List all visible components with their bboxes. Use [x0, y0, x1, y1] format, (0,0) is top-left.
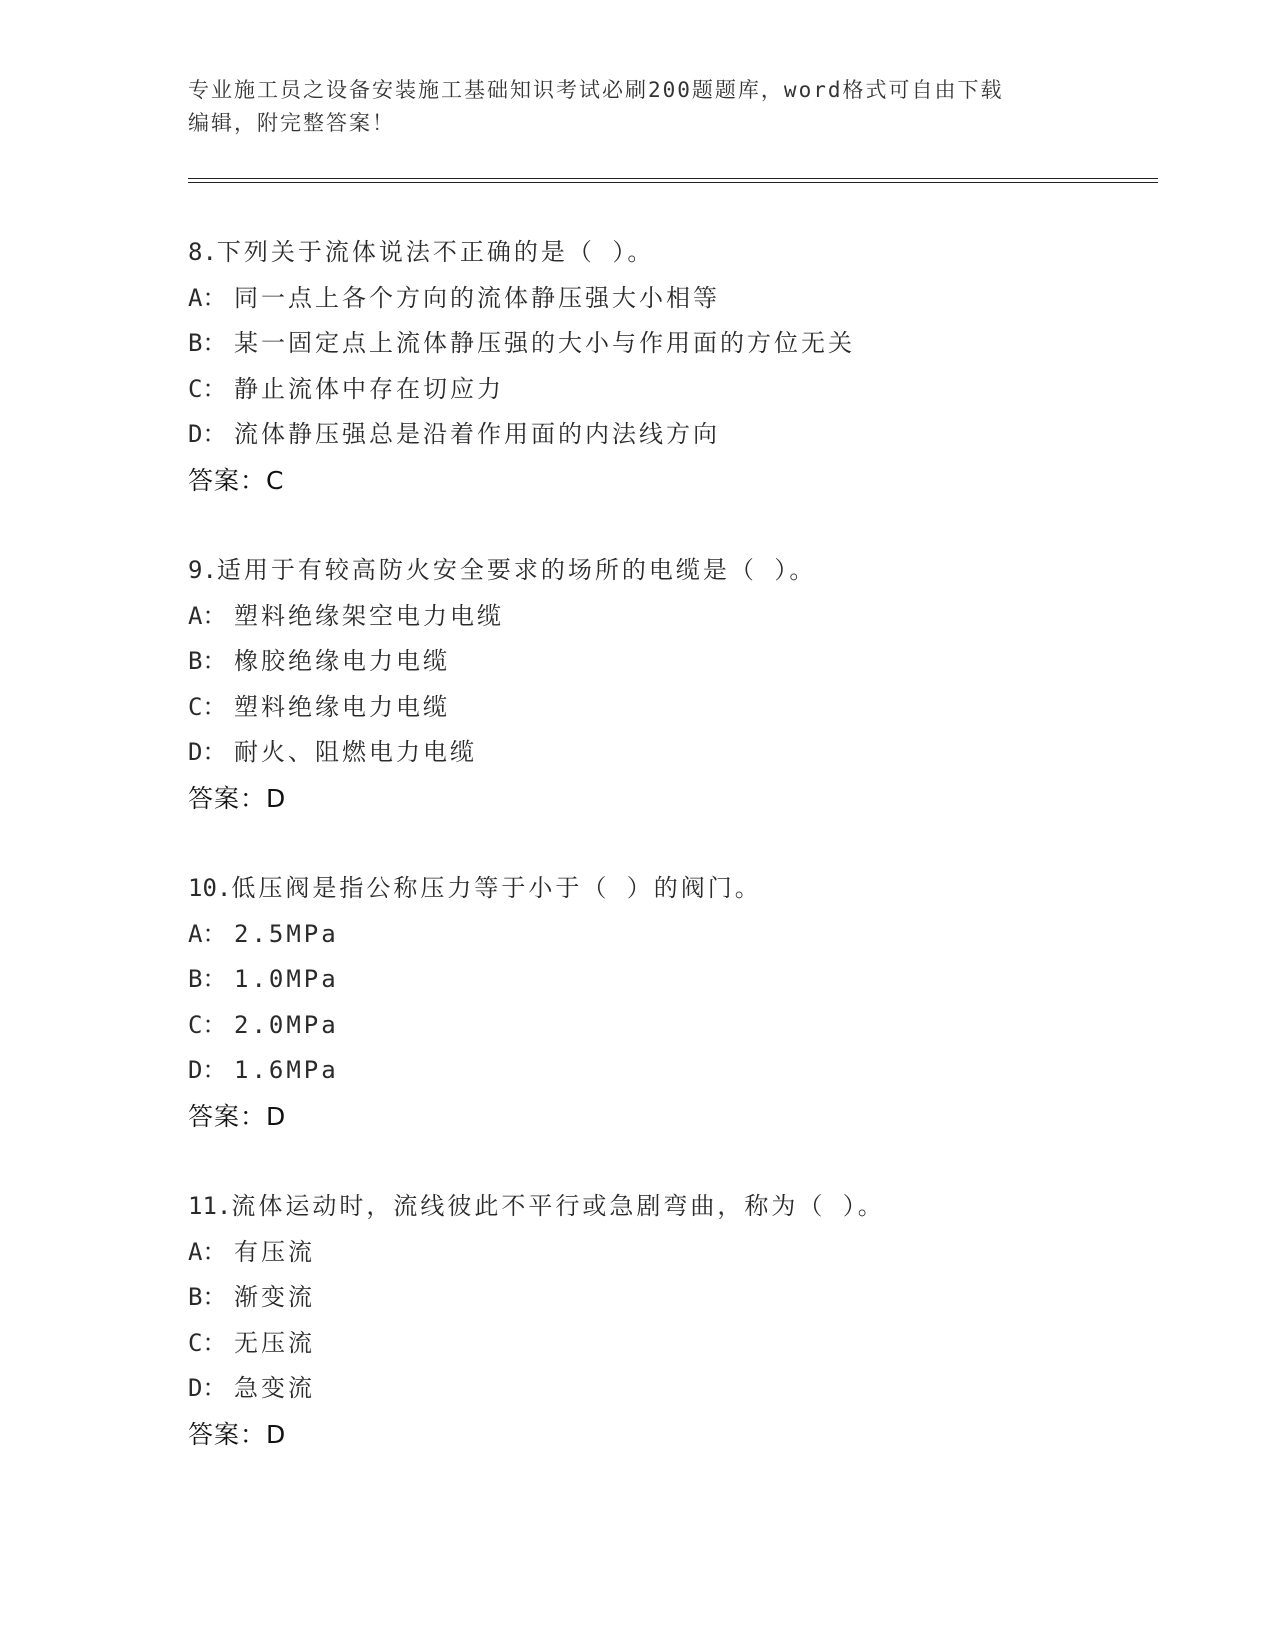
header-line-2: 编辑，附完整答案！: [188, 111, 395, 135]
option-d: [188, 1366, 1168, 1412]
question-text: 流体运动时，流线彼此不平行或急剧弯曲，称为（ ）。: [231, 1192, 885, 1220]
option-label: C：: [188, 374, 227, 403]
option-text: 塑料绝缘电力电缆: [234, 692, 450, 721]
question-stem: [188, 1184, 1168, 1230]
option-text: 流体静压强总是沿着作用面的内法线方向: [234, 420, 720, 448]
option-a: [188, 1230, 1168, 1276]
option-c: [188, 1321, 1168, 1367]
option-label: A：: [188, 919, 227, 948]
option-label: D：: [188, 1374, 227, 1402]
question-stem: [188, 866, 1168, 912]
question-text: 下列关于流体说法不正确的是（ ）。: [216, 238, 655, 266]
question-9: [188, 548, 1168, 821]
answer-label: 答案：: [188, 1101, 267, 1131]
option-text: 2.5MPa: [234, 919, 339, 948]
question-stem: [188, 230, 1168, 276]
option-text: 急变流: [234, 1374, 315, 1402]
question-8: [188, 230, 1168, 503]
option-label: B：: [188, 647, 227, 675]
answer-line: [188, 458, 1168, 504]
option-label: A：: [188, 1237, 227, 1266]
answer-value: D: [266, 1419, 287, 1449]
option-text: 静止流体中存在切应力: [234, 374, 504, 403]
option-c: [188, 367, 1168, 413]
option-b: [188, 321, 1168, 367]
option-label: B：: [188, 329, 227, 357]
answer-line: [188, 1094, 1168, 1140]
document-header: [188, 74, 1068, 140]
header-divider-bottom: [188, 182, 1158, 183]
option-b: [188, 957, 1168, 1003]
option-label: C：: [188, 1010, 227, 1039]
option-label: A：: [188, 601, 227, 630]
option-c: [188, 1003, 1168, 1049]
option-text: 某一固定点上流体静压强的大小与作用面的方位无关: [234, 329, 855, 357]
answer-line: [188, 1412, 1168, 1458]
answer-value: D: [266, 783, 287, 813]
option-label: C：: [188, 1328, 227, 1357]
question-11: [188, 1184, 1168, 1457]
option-d: [188, 412, 1168, 458]
option-label: A：: [188, 283, 227, 312]
option-label: D：: [188, 738, 227, 766]
header-divider-top: [188, 178, 1158, 179]
answer-value: C: [266, 465, 285, 495]
option-c: [188, 685, 1168, 731]
question-number: 9.: [188, 556, 217, 584]
option-label: B：: [188, 965, 227, 993]
answer-line: [188, 776, 1168, 822]
option-b: [188, 1275, 1168, 1321]
option-text: 塑料绝缘架空电力电缆: [234, 601, 504, 630]
header-line-1: 专业施工员之设备安装施工基础知识考试必刷200题题库，word格式可自由下载: [188, 78, 1004, 102]
option-label: D：: [188, 420, 227, 448]
answer-value: D: [266, 1101, 287, 1131]
question-number: 11.: [188, 1192, 232, 1220]
question-stem: [188, 548, 1168, 594]
option-text: 无压流: [234, 1328, 315, 1357]
question-text: 低压阀是指公称压力等于小于（ ）的阀门。: [231, 874, 762, 902]
question-number: 8.: [188, 238, 217, 266]
option-text: 1.6MPa: [234, 1056, 339, 1084]
option-a: [188, 594, 1168, 640]
question-number: 10.: [188, 874, 232, 902]
option-d: [188, 1048, 1168, 1094]
option-text: 橡胶绝缘电力电缆: [234, 647, 450, 675]
question-text: 适用于有较高防火安全要求的场所的电缆是（ ）。: [216, 556, 817, 584]
option-a: [188, 912, 1168, 958]
option-a: [188, 276, 1168, 322]
option-b: [188, 639, 1168, 685]
option-text: 1.0MPa: [234, 965, 339, 993]
option-text: 同一点上各个方向的流体静压强大小相等: [234, 283, 720, 312]
option-label: C：: [188, 692, 227, 721]
answer-label: 答案：: [188, 465, 267, 495]
option-label: D：: [188, 1056, 227, 1084]
option-text: 有压流: [234, 1237, 315, 1266]
option-label: B：: [188, 1283, 227, 1311]
option-d: [188, 730, 1168, 776]
question-10: [188, 866, 1168, 1139]
answer-label: 答案：: [188, 1419, 267, 1449]
option-text: 2.0MPa: [234, 1010, 339, 1039]
answer-label: 答案：: [188, 783, 267, 813]
option-text: 耐火、阻燃电力电缆: [234, 738, 477, 766]
option-text: 渐变流: [234, 1283, 315, 1311]
